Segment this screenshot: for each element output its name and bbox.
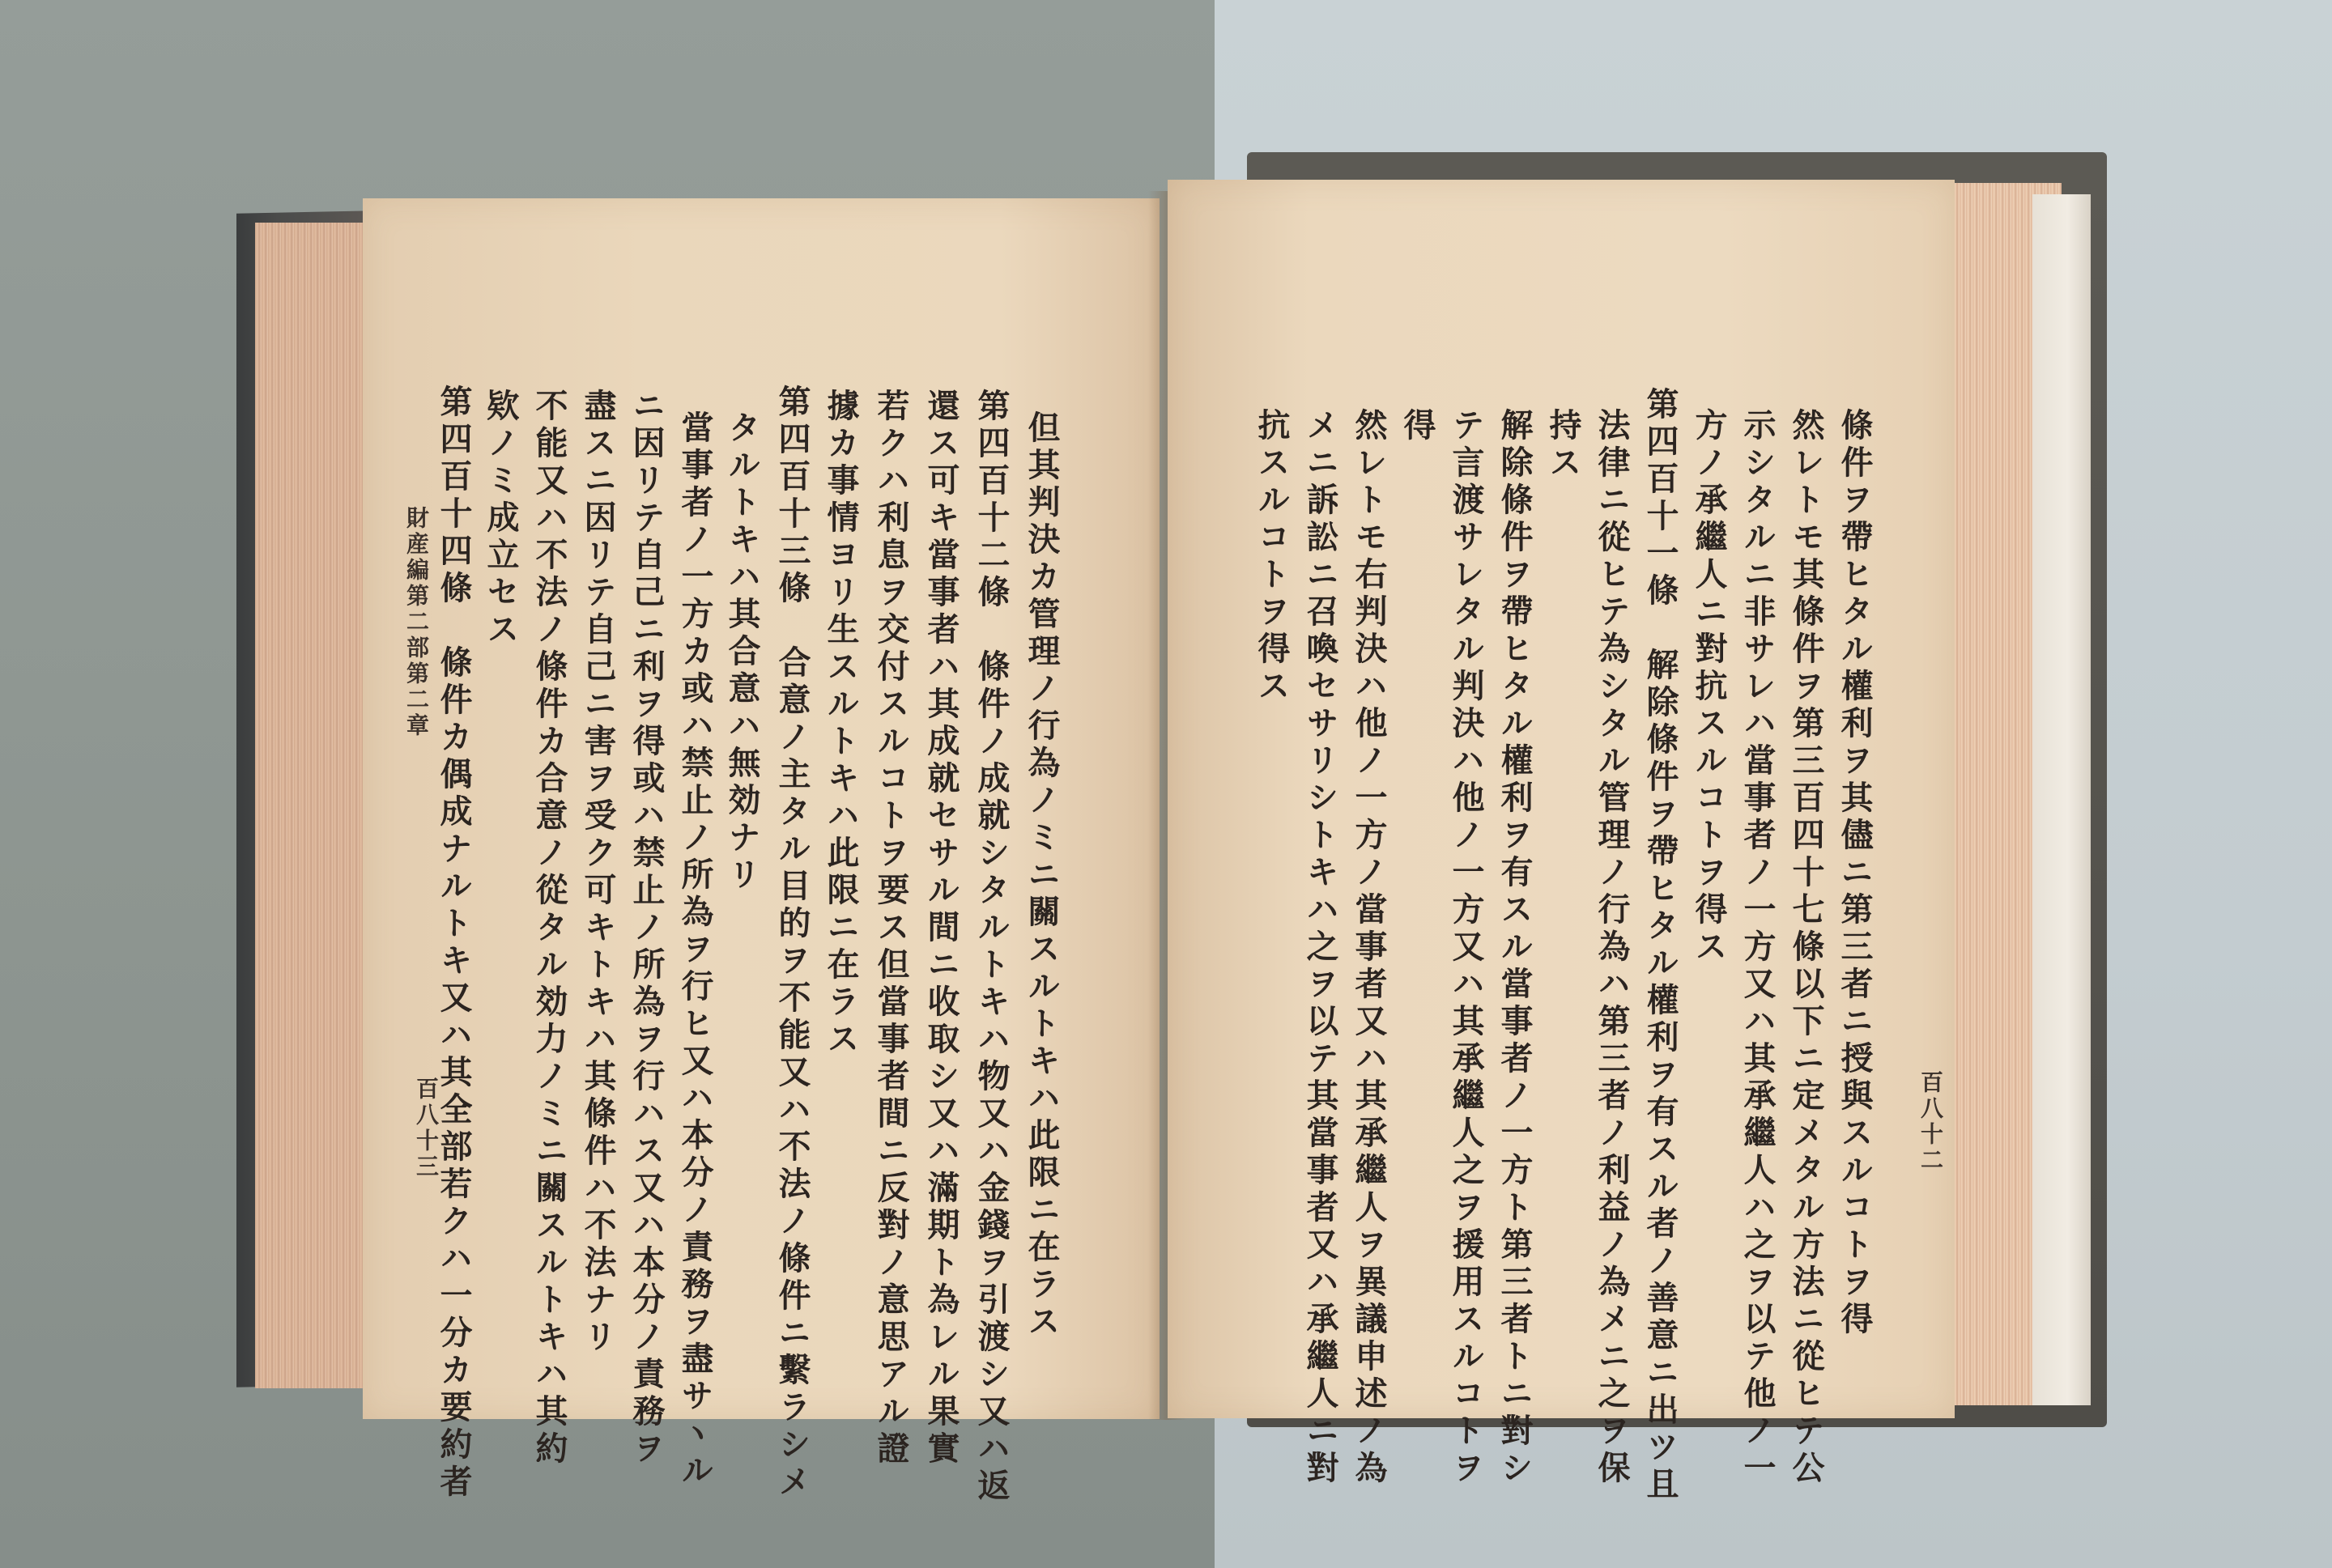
text-column: 條件ヲ帶ヒタル權利ヲ其儘ニ第三者ニ授與スルコトヲ得: [1836, 408, 1874, 1339]
text-column: 然レトモ其條件ヲ第三百四十七條以下ニ定メタル方法ニ從ヒテ公: [1787, 408, 1825, 1488]
text-column: 抗スルコトヲ得ス: [1253, 408, 1291, 706]
page-number: 百八十三: [413, 1077, 440, 1180]
text-column: 第四百十二條 條件ノ成就シタルトキハ物又ハ金錢ヲ引渡シ又ハ返: [972, 389, 1011, 1506]
text-column: 解除條件ヲ帶ヒタル權利ヲ有スル當事者ノ一方ト第三者トニ對シ: [1496, 408, 1534, 1488]
text-column: 得: [1398, 408, 1436, 445]
text-column: メニ訴訟ニ召喚セサリシトキハ之ヲ以テ其當事者又ハ承繼人ニ對: [1301, 408, 1339, 1488]
text-column: 但其判決カ管理ノ行為ノミニ關スルトキハ此限ニ在ラス: [1023, 410, 1061, 1341]
text-column: 當事者ノ一方カ或ハ禁止ノ所為ヲ行ヒ又ハ本分ノ責務ヲ盡サヽル: [676, 410, 714, 1490]
text-column: 若クハ利息ヲ交付スルコトヲ要ス但當事者間ニ反對ノ意思アル證: [872, 389, 910, 1468]
right-page: [1168, 180, 1955, 1504]
text-column: 盡スニ因リテ自己ニ害ヲ受ク可キトキハ其條件ハ不法ナリ: [579, 389, 617, 1357]
text-column: 不能又ハ不法ノ條件カ合意ノ從タル効力ノミニ關スルトキハ其約: [530, 389, 568, 1468]
text-column: テ言渡サレタル判決ハ他ノ一方又ハ其承繼人之ヲ援用スルコトヲ: [1447, 408, 1485, 1488]
text-column: 示シタルニ非サレハ當事者ノ一方又ハ其承繼人ハ之ヲ以テ他ノ一: [1738, 408, 1777, 1488]
text-column: ニ因リテ自己ニ利ヲ得或ハ禁止ノ所為ヲ行ハス又ハ本分ノ責務ヲ: [628, 389, 666, 1468]
text-column: 第四百十一條 解除條件ヲ帶ヒタル權利ヲ有スル者ノ善意ニ出ツ且: [1641, 387, 1679, 1504]
text-column: タルトキハ其合意ハ無効ナリ: [723, 410, 761, 894]
text-column: 第四百十四條 條件カ偶成ナルトキ又ハ其全部若クハ一分カ要約者: [435, 385, 473, 1502]
text-column: 方ノ承繼人ニ對抗スルコトヲ得ス: [1690, 408, 1728, 967]
text-column: 據カ事情ヨリ生スルトキハ此限ニ在ラス: [822, 389, 860, 1059]
page-number: 百八十二: [1917, 1070, 1944, 1174]
text-column: 然レトモ右判決ハ他ノ一方ノ當事者又ハ其承繼人ヲ異議申述ノ為: [1350, 408, 1388, 1488]
text-column: 還ス可キ當事者ハ其成就セサル間ニ收取シ又ハ滿期ト為レル果實: [922, 389, 960, 1468]
text-column: 欵ノミ成立セス: [482, 389, 520, 649]
page-block-right: [2032, 194, 2091, 1405]
text-column: 第四百十三條 合意ノ主タル目的ヲ不能又ハ不法ノ條件ニ繫ラシメ: [773, 385, 811, 1502]
text-column: 法律ニ從ヒテ為シタル管理ノ行為ハ第三者ノ利益ノ為メニ之ヲ保: [1593, 408, 1631, 1488]
running-head: 財産編第二部第二章: [403, 506, 430, 739]
left-page: [363, 198, 1160, 1506]
text-column: 持ス: [1544, 408, 1582, 482]
page-edges-left: [255, 223, 378, 1388]
